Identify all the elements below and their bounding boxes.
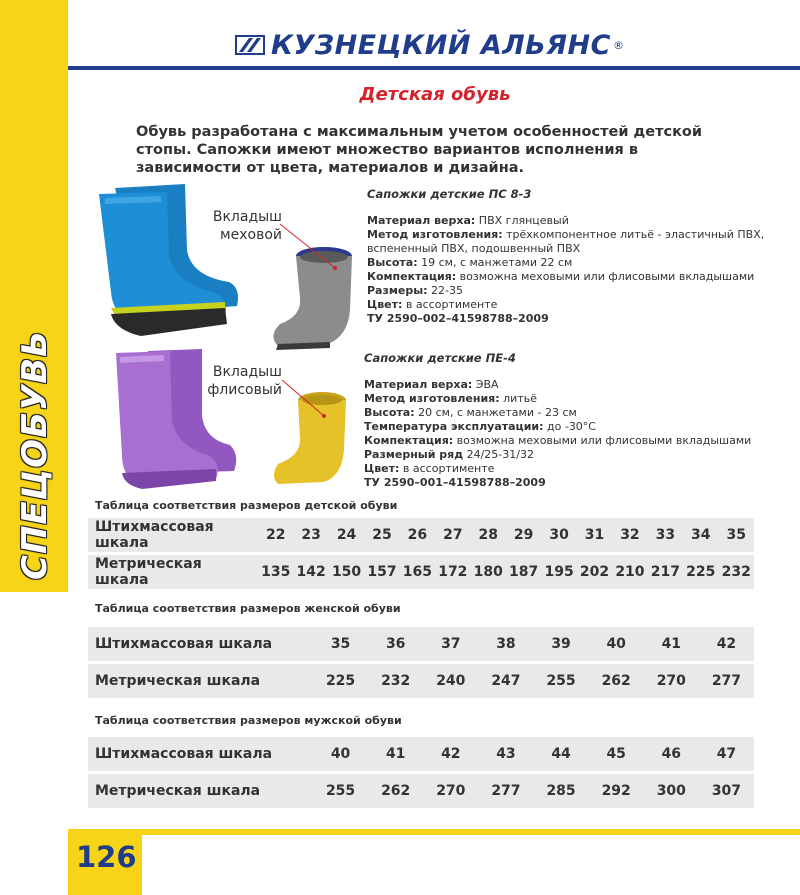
table-cell: 240 xyxy=(423,664,478,698)
spec-label: Цвет: xyxy=(364,462,400,475)
page-number: 126 xyxy=(76,840,137,874)
spec-label: ТУ 2590–001–41598788–2009 xyxy=(364,476,546,489)
footer-rule xyxy=(68,829,800,835)
table-cell: 39 xyxy=(534,627,589,661)
spec-value: 22-35 xyxy=(427,284,464,297)
table-row xyxy=(88,555,754,589)
table-cell: 30 xyxy=(541,518,576,552)
table-row xyxy=(88,627,754,661)
size-table-kids xyxy=(88,515,754,592)
callout-line: Вкладыш xyxy=(212,364,282,380)
table-cell: 35 xyxy=(718,518,754,552)
table-cell: 255 xyxy=(313,774,368,808)
table-row xyxy=(88,518,754,552)
blue-boots-image xyxy=(95,180,245,338)
table-cell: 36 xyxy=(368,627,423,661)
table-cell: 150 xyxy=(329,555,364,589)
spec-row xyxy=(364,378,764,392)
table-cell: 41 xyxy=(368,737,423,771)
side-section-label: СПЕЦОБУВЬ xyxy=(15,329,55,580)
table-cell: 262 xyxy=(368,774,423,808)
spec-row xyxy=(364,420,764,434)
table-cell: 225 xyxy=(683,555,718,589)
row-header: Метрическая шкала xyxy=(88,774,313,808)
callout-line-2 xyxy=(282,378,332,422)
spec-label: Высота: xyxy=(364,406,415,419)
row-header: Штихмассовая шкала xyxy=(88,737,313,771)
table-cell: 42 xyxy=(699,627,754,661)
table-cell: 32 xyxy=(612,518,647,552)
table-row xyxy=(88,774,754,808)
spec-value: литьё xyxy=(499,392,537,405)
spec-label: Метод изготовления: xyxy=(367,228,503,241)
table-cell: 195 xyxy=(541,555,576,589)
table-cell: 270 xyxy=(644,664,699,698)
spec-label: Метод изготовления: xyxy=(364,392,500,405)
table-cell: 232 xyxy=(368,664,423,698)
spec-row xyxy=(367,312,767,326)
callout-line: флисовый xyxy=(207,382,282,398)
table-cell: 47 xyxy=(699,737,754,771)
section-title: Детская обувь xyxy=(359,84,511,105)
brand-logo xyxy=(235,28,624,62)
registered-mark: ® xyxy=(612,38,624,52)
table-cell: 187 xyxy=(506,555,541,589)
spec-row xyxy=(364,406,764,420)
spec-value: возможна меховыми или флисовыми вкладышами xyxy=(453,434,752,447)
row-header: Метрическая шкала xyxy=(88,664,313,698)
product-spec-pe4 xyxy=(364,351,764,490)
intro-text: Обувь разработана с максимальным учетом особенностей детской стопы. Сапожки имеют множество вариантов исполнения в зависимости от цвета, материалов и дизайна. xyxy=(136,124,703,176)
brand-name: КУЗНЕЦКИЙ АЛЬЯНС xyxy=(271,29,611,61)
spec-value: 24/25-31/32 xyxy=(463,448,534,461)
table-cell: 26 xyxy=(400,518,435,552)
table-cell: 35 xyxy=(313,627,368,661)
spec-row xyxy=(367,256,767,270)
table-cell: 42 xyxy=(423,737,478,771)
table-cell: 285 xyxy=(534,774,589,808)
table-cell: 46 xyxy=(644,737,699,771)
table-caption-kids: Таблица соответствия размеров детской обуви xyxy=(95,499,398,512)
table-cell: 157 xyxy=(364,555,399,589)
table-cell: 270 xyxy=(423,774,478,808)
table-cell: 300 xyxy=(644,774,699,808)
table-cell: 25 xyxy=(364,518,399,552)
table-cell: 27 xyxy=(435,518,470,552)
table-cell: 255 xyxy=(534,664,589,698)
table-cell: 172 xyxy=(435,555,470,589)
spec-row xyxy=(367,270,767,284)
spec-label: Высота: xyxy=(367,256,418,269)
table-caption-men: Таблица соответствия размеров мужской обуви xyxy=(95,714,402,727)
spec-value: до -30°С xyxy=(543,420,596,433)
table-row xyxy=(88,664,754,698)
table-cell: 37 xyxy=(423,627,478,661)
header-rule xyxy=(68,66,800,70)
table-cell: 210 xyxy=(612,555,647,589)
table-cell: 135 xyxy=(258,555,293,589)
spec-value: возможна меховыми или флисовыми вкладышами xyxy=(456,270,755,283)
table-cell: 45 xyxy=(589,737,644,771)
table-cell: 40 xyxy=(589,627,644,661)
spec-row xyxy=(367,228,767,256)
callout-line: Вкладыш xyxy=(212,209,282,225)
spec-label: Температура эксплуатации: xyxy=(364,420,544,433)
spec-label: Компектация: xyxy=(364,434,454,447)
spec-label: Компектация: xyxy=(367,270,457,283)
spec-row xyxy=(364,462,764,476)
spec-value: трёхкомпонентное литьё - эластичный ПВХ, вспененный ПВХ, подошвенный ПВХ xyxy=(367,228,765,255)
table-cell: 247 xyxy=(478,664,533,698)
table-cell: 31 xyxy=(577,518,612,552)
spec-row xyxy=(367,214,767,228)
product-spec-ps83 xyxy=(367,187,767,326)
spec-row xyxy=(367,298,767,312)
spec-value: в ассортименте xyxy=(399,462,495,475)
spec-value: в ассортименте xyxy=(402,298,498,311)
spec-row xyxy=(364,434,764,448)
spec-label: Размеры: xyxy=(367,284,428,297)
size-table-women xyxy=(88,624,754,701)
callout-fur-liner xyxy=(206,208,282,244)
spec-label: ТУ 2590–002–41598788–2009 xyxy=(367,312,549,325)
table-cell: 33 xyxy=(648,518,683,552)
spec-row xyxy=(364,448,764,462)
product-title: Сапожки детские ПС 8-3 xyxy=(367,187,532,201)
product-title: Сапожки детские ПЕ-4 xyxy=(364,351,516,365)
spec-row xyxy=(364,392,764,406)
table-cell: 307 xyxy=(699,774,754,808)
row-header: Штихмассовая шкала xyxy=(88,627,313,661)
table-cell: 44 xyxy=(534,737,589,771)
spec-row xyxy=(367,284,767,298)
table-cell: 292 xyxy=(589,774,644,808)
table-cell: 22 xyxy=(258,518,293,552)
table-cell: 262 xyxy=(589,664,644,698)
table-cell: 24 xyxy=(329,518,364,552)
callout-line-1 xyxy=(280,222,350,272)
table-cell: 165 xyxy=(400,555,435,589)
row-header: Штихмассовая шкала xyxy=(88,518,258,552)
spec-value: ПВХ глянцевый xyxy=(475,214,569,227)
spec-label: Цвет: xyxy=(367,298,403,311)
table-cell: 277 xyxy=(478,774,533,808)
spec-value: 19 см, с манжетами 22 см xyxy=(417,256,573,269)
callout-fleece-liner xyxy=(202,363,282,399)
table-cell: 142 xyxy=(293,555,328,589)
size-table-men xyxy=(88,734,754,811)
table-cell: 23 xyxy=(293,518,328,552)
table-cell: 43 xyxy=(478,737,533,771)
callout-line: меховой xyxy=(220,227,282,243)
spec-label: Размерный ряд xyxy=(364,448,464,461)
table-cell: 217 xyxy=(648,555,683,589)
table-cell: 29 xyxy=(506,518,541,552)
table-row xyxy=(88,737,754,771)
row-header: Метрическая шкала xyxy=(88,555,258,589)
spec-value: 20 см, с манжетами - 23 см xyxy=(414,406,577,419)
table-cell: 38 xyxy=(478,627,533,661)
spec-value: ЭВА xyxy=(472,378,499,391)
table-cell: 277 xyxy=(699,664,754,698)
table-cell: 180 xyxy=(471,555,506,589)
table-caption-women: Таблица соответствия размеров женской обуви xyxy=(95,602,401,615)
table-cell: 202 xyxy=(577,555,612,589)
table-cell: 232 xyxy=(718,555,754,589)
spec-row xyxy=(364,476,764,490)
table-cell: 34 xyxy=(683,518,718,552)
logo-mark-icon xyxy=(235,35,265,55)
spec-label: Материал верха: xyxy=(364,378,473,391)
table-cell: 40 xyxy=(313,737,368,771)
spec-label: Материал верха: xyxy=(367,214,476,227)
table-cell: 41 xyxy=(644,627,699,661)
table-cell: 28 xyxy=(471,518,506,552)
table-cell: 225 xyxy=(313,664,368,698)
